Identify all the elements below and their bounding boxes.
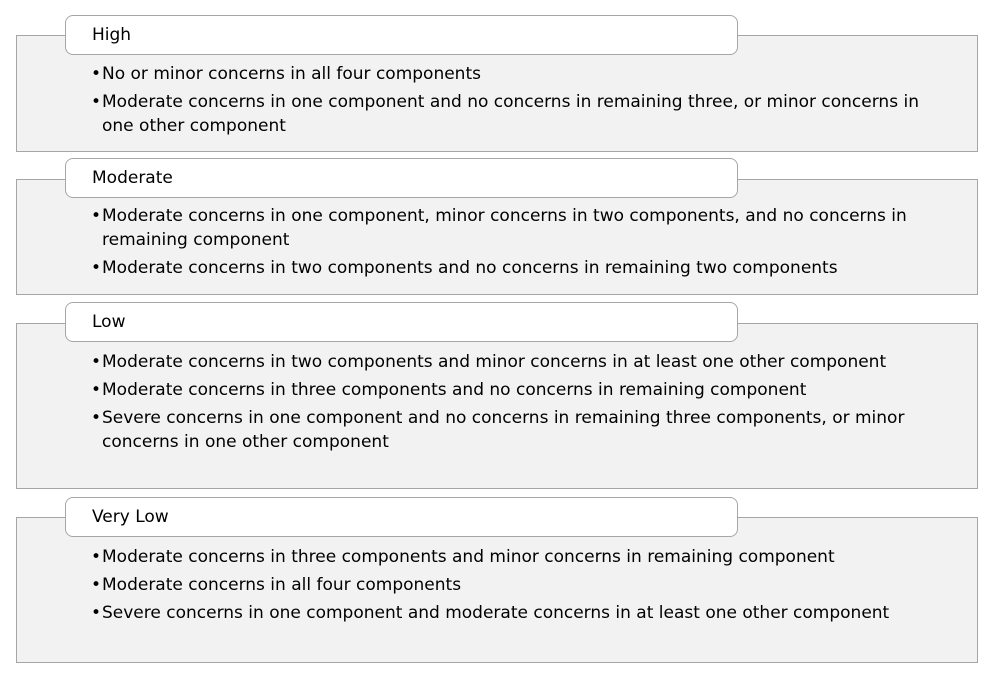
criteria-list <box>91 545 921 629</box>
bullet-icon: • <box>91 206 102 226</box>
criteria-item: • Moderate concerns in two components and minor concerns in at least one other component <box>91 352 887 372</box>
criteria-list <box>91 204 921 284</box>
criteria-item: • Moderate concerns in two components and no concerns in remaining two components <box>91 258 838 278</box>
level-label: Moderate <box>65 158 738 198</box>
criteria-item: • Moderate concerns in three components and no concerns in remaining component <box>91 380 807 400</box>
bullet-icon: • <box>91 258 102 278</box>
bullet-icon: • <box>91 575 102 595</box>
criteria-list <box>91 62 921 142</box>
criteria-item: • No or minor concerns in all four components <box>91 64 481 84</box>
criteria-item: • Severe concerns in one component and no concerns in remaining three components, or minor concerns in one other component <box>91 408 905 452</box>
criteria-item: • Moderate concerns in three components and minor concerns in remaining component <box>91 547 835 567</box>
criteria-list <box>91 350 921 458</box>
level-label: High <box>65 15 738 55</box>
criteria-item: • Severe concerns in one component and moderate concerns in at least one other component <box>91 603 890 623</box>
bullet-icon: • <box>91 380 102 400</box>
criteria-item: • Moderate concerns in one component, minor concerns in two components, and no concerns in remaining component <box>91 206 907 250</box>
bullet-icon: • <box>91 352 102 372</box>
bullet-icon: • <box>91 64 102 84</box>
criteria-item: • Moderate concerns in one component and no concerns in remaining three, or minor concerns in one other component <box>91 92 919 136</box>
bullet-icon: • <box>91 547 102 567</box>
bullet-icon: • <box>91 603 102 623</box>
bullet-icon: • <box>91 408 102 428</box>
level-label: Low <box>65 302 738 342</box>
level-label: Very Low <box>65 497 738 537</box>
criteria-item: • Moderate concerns in all four components <box>91 575 462 595</box>
bullet-icon: • <box>91 92 102 112</box>
